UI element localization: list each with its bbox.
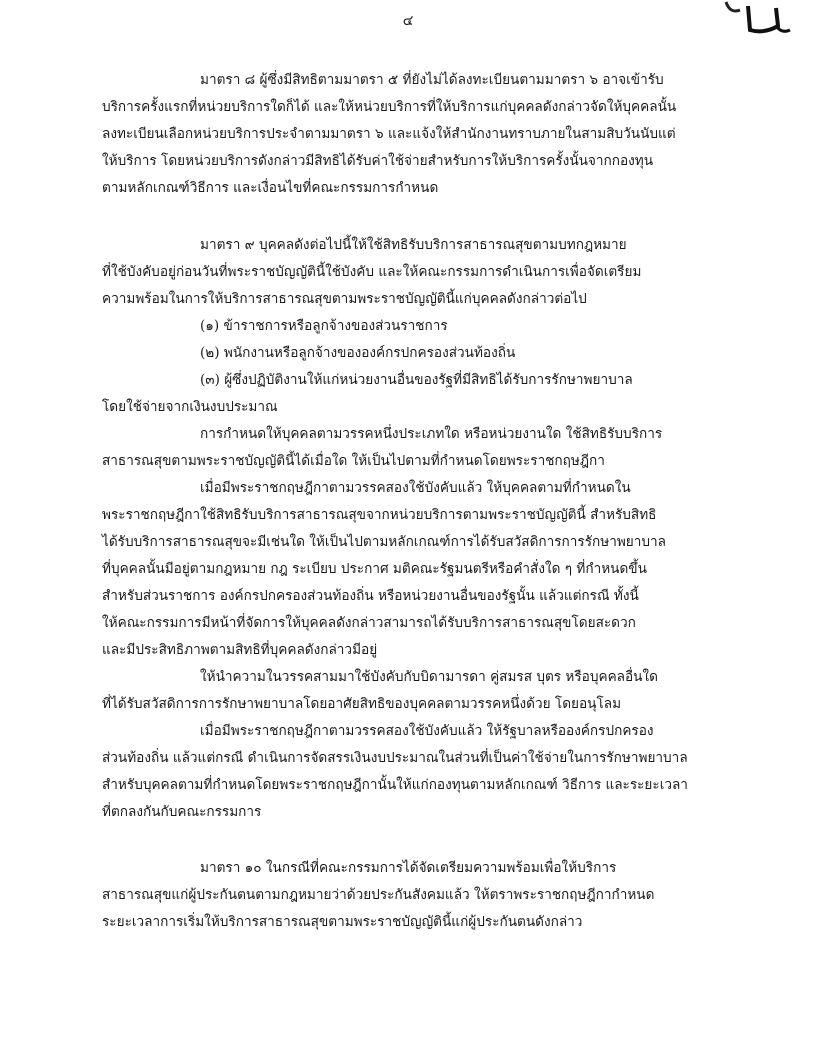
text-line: มาตรา ๑๐ ในกรณีที่คณะกรรมการได้จัดเตรียมความพร้อมเพื่อให้บริการ bbox=[200, 860, 617, 876]
text-line: พระราชกฤษฎีกาใช้สิทธิรับบริการสาธารณสุขจากหน่วยบริการตามพระราชบัญญัตินี้ สำหรับสิทธิ bbox=[102, 507, 657, 523]
text-line: มาตรา ๙ บุคคลดังต่อไปนี้ให้ใช้สิทธิรับบริการสาธารณสุขตามบทกฎหมาย bbox=[200, 237, 627, 253]
list-item: (๓) ผู้ซึ่งปฏิบัติงานให้แก่หน่วยงานอื่นของรัฐที่มีสิทธิได้รับการรักษาพยาบาล bbox=[200, 372, 633, 388]
text-line: ให้นำความในวรรคสามมาใช้บังคับกับบิดามารดา คู่สมรส บุตร หรือบุคคลอื่นใด bbox=[200, 669, 658, 685]
text-line: สาธารณสุขตามพระราชบัญญัตินี้ได้เมื่อใด ให้เป็นไปตามที่กำหนดโดยพระราชกฤษฎีกา bbox=[102, 453, 605, 469]
text-line: การกำหนดให้บุคคลตามวรรคหนึ่งประเภทใด หรือหน่วยงานใด ใช้สิทธิรับบริการ bbox=[200, 426, 663, 442]
text-line: ที่บุคคลนั้นมีอยู่ตามกฎหมาย กฎ ระเบียบ ประกาศ มติคณะรัฐมนตรีหรือคำสั่งใด ๆ ที่กำหนดขึ้น bbox=[102, 561, 647, 577]
text-line: ได้รับบริการสาธารณสุขจะมีเช่นใด ให้เป็นไปตามหลักเกณฑ์การได้รับสวัสดิการการรักษาพยาบาล bbox=[102, 534, 667, 550]
list-item: (๑) ข้าราชการหรือลูกจ้างของส่วนราชการ bbox=[200, 318, 448, 334]
text-line: ลงทะเบียนเลือกหน่วยบริการประจำตามมาตรา ๖ และแจ้งให้สำนักงานทราบภายในสามสิบวันนับแต่ bbox=[102, 126, 676, 142]
text-line: ส่วนท้องถิ่น แล้วแต่กรณี ดำเนินการจัดสรรเงินงบประมาณในส่วนที่เป็นค่าใช้จ่ายในการรักษาพยาบาล bbox=[102, 750, 688, 766]
text-line: ที่ตกลงกันกับคณะกรรมการ bbox=[102, 804, 262, 820]
text-line: สำหรับส่วนราชการ องค์กรปกครองส่วนท้องถิ่น หรือหน่วยงานอื่นของรัฐนั้น แล้วแต่กรณี ทั้งนี้ bbox=[102, 588, 639, 604]
text-line: ที่ใช้บังคับอยู่ก่อนวันที่พระราชบัญญัตินี้ใช้บังคับ และให้คณะกรรมการดำเนินการเพื่อจัดเตรียม bbox=[102, 264, 642, 280]
text-line: ความพร้อมในการให้บริการสาธารณสุขตามพระราชบัญญัตินี้แก่บุคคลดังกล่าวต่อไป bbox=[102, 291, 587, 307]
text-line: เมื่อมีพระราชกฤษฎีกาตามวรรคสองใช้บังคับแล้ว ให้บุคคลตามที่กำหนดใน bbox=[200, 480, 631, 496]
list-item: (๒) พนักงานหรือลูกจ้างขององค์กรปกครองส่วนท้องถิ่น bbox=[200, 345, 516, 361]
text-line: ให้คณะกรรมการมีหน้าที่จัดการให้บุคคลดังกล่าวสามารถได้รับบริการสาธารณสุขโดยสะดวก bbox=[102, 615, 636, 631]
text-line: ให้บริการ โดยหน่วยบริการดังกล่าวมีสิทธิได้รับค่าใช้จ่ายสำหรับการให้บริการครั้งนั้นจากกองทุน bbox=[102, 153, 654, 169]
text-line: เมื่อมีพระราชกฤษฎีกาตามวรรคสองใช้บังคับแล้ว ให้รัฐบาลหรือองค์กรปกครอง bbox=[200, 723, 654, 739]
text-line: ตามหลักเกณฑ์วิธีการ และเงื่อนไขที่คณะกรรมการกำหนด bbox=[102, 180, 439, 196]
handwritten-mark-icon bbox=[720, 0, 816, 36]
text-line: และมีประสิทธิภาพตามสิทธิที่บุคคลดังกล่าวมีอยู่ bbox=[102, 642, 378, 658]
text-line: ที่ได้รับสวัสดิการการรักษาพยาบาลโดยอาศัยสิทธิของบุคคลตามวรรคหนึ่งด้วย โดยอนุโลม bbox=[102, 696, 622, 712]
text-line: บริการครั้งแรกที่หน่วยบริการใดก็ได้ และให้หน่วยบริการที่ให้บริการแก่บุคคลดังกล่าวจัดให้บุคคลนั้น bbox=[102, 99, 677, 115]
text-line: ระยะเวลาการเริ่มให้บริการสาธารณสุขตามพระราชบัญญัตินี้แก่ผู้ประกันตนดังกล่าว bbox=[102, 914, 583, 930]
text-line: โดยใช้จ่ายจากเงินงบประมาณ bbox=[102, 399, 278, 415]
text-line: สาธารณสุขแก่ผู้ประกันตนตามกฎหมายว่าด้วยประกันสังคมแล้ว ให้ตราพระราชกฤษฎีกากำหนด bbox=[102, 887, 655, 903]
text-line: มาตรา ๘ ผู้ซึ่งมีสิทธิตามมาตรา ๕ ที่ยังไม่ได้ลงทะเบียนตามมาตรา ๖ อาจเข้ารับ bbox=[200, 72, 664, 88]
page-number: ๔ bbox=[402, 13, 414, 29]
text-line: สำหรับบุคคลตามที่กำหนดโดยพระราชกฤษฎีกานั้นให้แก่กองทุนตามหลักเกณฑ์ วิธีการ และระยะเวลา bbox=[102, 777, 688, 793]
